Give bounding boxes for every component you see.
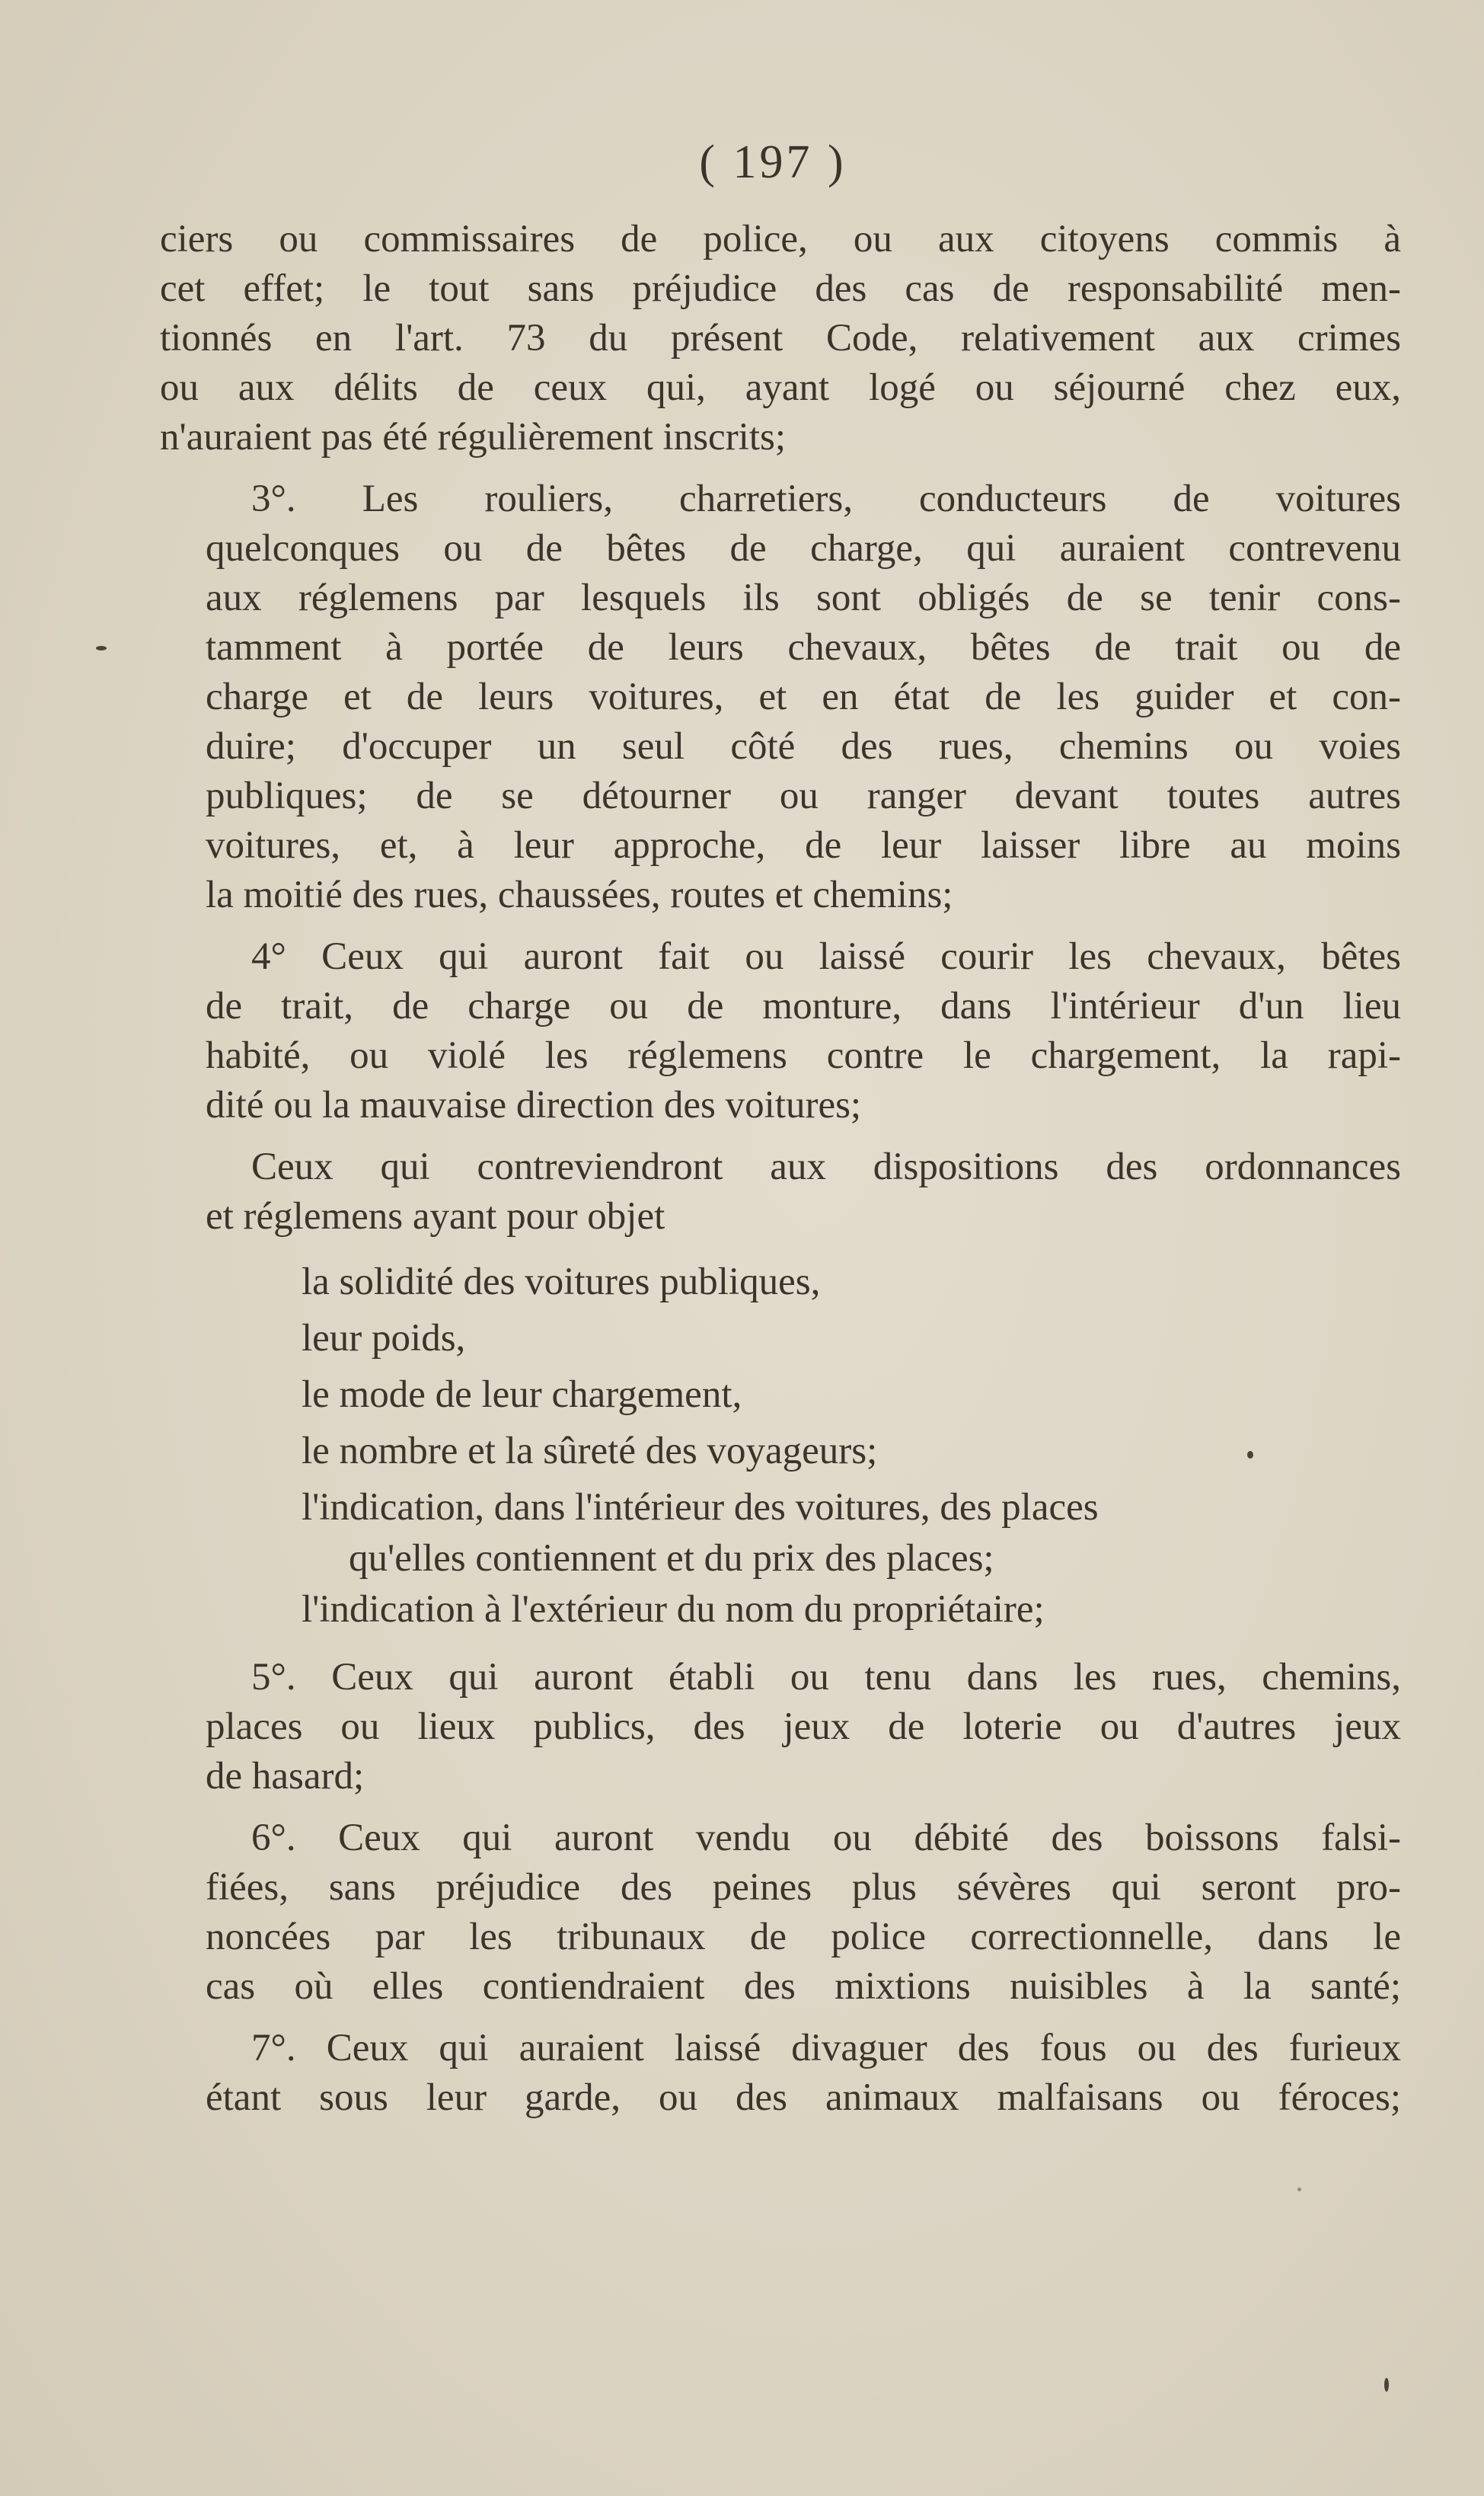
list-item: [302, 1310, 1401, 1366]
list-item-text: la solidité des voitures publiques,: [302, 1261, 821, 1303]
objects-list: [302, 1254, 1401, 1638]
list-item-continuation: qu'elles contiennent et du prix des places;: [349, 1537, 994, 1580]
paper-speck: [1297, 2188, 1301, 2191]
text-line: aux réglemens par lesquels ils sont obligés de se tenir cons-: [206, 577, 1401, 619]
paper-speck: [96, 646, 107, 650]
list-item: [302, 1254, 1401, 1310]
text-line: quelconques ou de bêtes de charge, qui auraient contrevenu: [206, 527, 1401, 570]
page-number: ( 197 ): [699, 136, 847, 188]
paragraph-item-3: [160, 475, 1401, 920]
paragraph-item-7: [160, 2024, 1401, 2123]
text-line: tamment à portée de leurs chevaux, bêtes de trait ou de: [206, 626, 1401, 669]
paragraph-item-4: [160, 932, 1401, 1130]
list-item: [302, 1479, 1401, 1581]
text-line: de hasard;: [206, 1755, 365, 1798]
text-line: 7°. Ceux qui auraient laissé divaguer des fous ou des furieux: [251, 2027, 1401, 2069]
text-line: cas où elles contiendraient des mixtions nuisibles à la santé;: [206, 1965, 1401, 2008]
list-item-text: l'indication à l'extérieur du nom du propriétaire;: [302, 1588, 1045, 1631]
list-item-text: le mode de leur chargement,: [302, 1373, 742, 1416]
text-line: publiques; de se détourner ou ranger devant toutes autres: [206, 775, 1401, 817]
text-line: duire; d'occuper un seul côté des rues, chemins ou voies: [206, 725, 1401, 768]
text-line: tionnés en l'art. 73 du présent Code, relativement aux crimes: [160, 317, 1401, 360]
text-line: 3°. Les rouliers, charretiers, conducteurs de voitures: [251, 478, 1401, 520]
text-line: ciers ou commissaires de police, ou aux citoyens commis à: [160, 218, 1401, 260]
text-line: fiées, sans préjudice des peines plus sévères qui seront pro-: [206, 1866, 1401, 1909]
paragraph-item-4-dispositions: [160, 1143, 1401, 1242]
text-line: 4° Ceux qui auront fait ou laissé courir les chevaux, bêtes: [251, 935, 1401, 978]
text-line: étant sous leur garde, ou des animaux malfaisans ou féroces;: [206, 2076, 1401, 2119]
text-line: habité, ou violé les réglemens contre le chargement, la rapi-: [206, 1034, 1401, 1077]
text-line: noncées par les tribunaux de police correctionnelle, dans le: [206, 1916, 1401, 1958]
text-line: et réglemens ayant pour objet: [206, 1195, 665, 1238]
list-item-text: le nombre et la sûreté des voyageurs;: [302, 1430, 878, 1472]
paragraph-item-6: [160, 1814, 1401, 2012]
list-item: [302, 1581, 1401, 1638]
page-body: [160, 215, 1401, 2135]
text-line: de trait, de charge ou de monture, dans l'intérieur d'un lieu: [206, 985, 1401, 1027]
paragraph-item-5: [160, 1653, 1401, 1801]
text-line: ou aux délits de ceux qui, ayant logé ou séjourné chez eux,: [160, 366, 1401, 409]
text-line: la moitié des rues, chaussées, routes et chemins;: [206, 874, 953, 916]
text-line: Ceux qui contreviendront aux dispositions des ordonnances: [251, 1146, 1401, 1188]
list-item: [302, 1366, 1401, 1423]
paragraph-continuation: [160, 215, 1401, 462]
text-line: dité ou la mauvaise direction des voitures;: [206, 1084, 862, 1127]
list-item-text: leur poids,: [302, 1317, 466, 1360]
list-item: [302, 1423, 1401, 1479]
text-line: 5°. Ceux qui auront établi ou tenu dans les rues, chemins,: [251, 1656, 1401, 1699]
text-line: places ou lieux publics, des jeux de loterie ou d'autres jeux: [206, 1705, 1401, 1748]
text-line: cet effet; le tout sans préjudice des cas de responsabilité men-: [160, 267, 1401, 310]
paper-speck: [1247, 1451, 1253, 1459]
text-line: voitures, et, à leur approche, de leur laisser libre au moins: [206, 824, 1401, 867]
text-line: charge et de leurs voitures, et en état de les guider et con-: [206, 676, 1401, 718]
paper-speck: [1384, 2378, 1389, 2392]
list-item-text: l'indication, dans l'intérieur des voitures, des places: [302, 1486, 1099, 1529]
text-line: 6°. Ceux qui auront vendu ou débité des boissons falsi-: [251, 1817, 1401, 1859]
text-line: n'auraient pas été régulièrement inscrits;: [160, 416, 787, 459]
